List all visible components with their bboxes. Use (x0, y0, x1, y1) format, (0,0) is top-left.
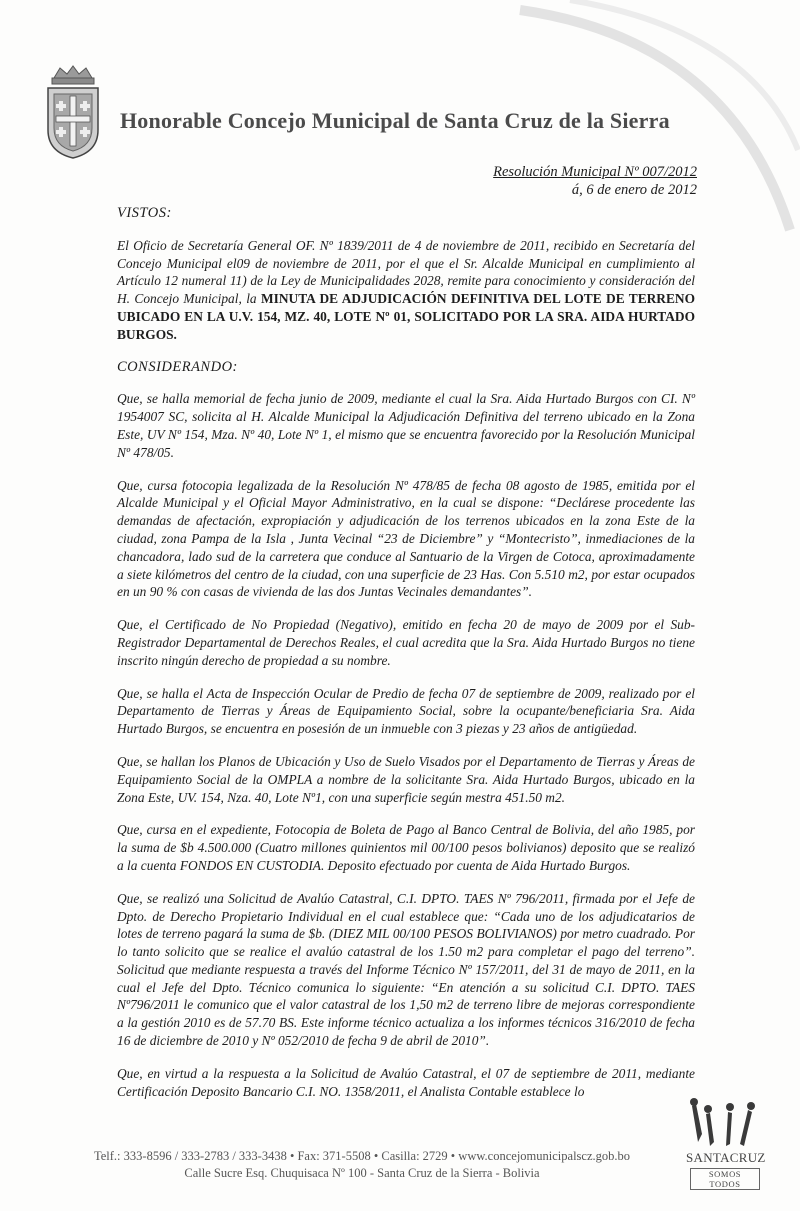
considerando-paragraph: Que, cursa en el expediente, Fotocopia de Boleta de Pago al Banco Central de Bolivia, del año 1985, por la suma de $b 4.500.000 (Cuatro millones quinientos mil 00/100 pesos bolivianos) deposito que se realizó a la cuenta FONDOS EN CUSTODIA. Deposito efectuado por cuenta de Aida Hurtado Burgos. (117, 822, 695, 873)
considerando-paragraph: Que, en virtud a la respuesta a la Solicitud de Avalúo Catastral, el 07 de septiembre de 2011, mediante Certificación Deposito Bancario C.I. NO. 1358/2011, el Analista Contable establece lo (117, 1065, 695, 1099)
institution-title: Honorable Concejo Municipal de Santa Cruz de la Sierra (120, 108, 670, 133)
vistos-text: El Oficio de Secretaría General OF. Nº 1839/2011 de 4 de noviembre de 2011, recibido en Secretaría del Concejo Municipal el09 de noviembre de 2011, por el que el Sr. Alcalde Municipal en cumplimiento al Artículo 12 numeral 11) de la Ley de Municipalidades 2028, remite para conocimiento y consideración del H. Concejo Municipal, la (117, 237, 695, 307)
resolution-header (493, 163, 697, 199)
vistos-heading: VISTOS: (117, 205, 172, 221)
considerando-heading: CONSIDERANDO: (117, 358, 238, 375)
brand-tagline: SOMOS TODOS (690, 1168, 760, 1190)
considerando-paragraph: Que, se halla el Acta de Inspección Ocular de Predio de fecha 07 de septiembre de 2009, realizado por el Departamento de Tierras y Áreas de Equipamiento Social, sobre la ocupante/beneficiaria Sra. Aida Hurtado Burgos, se encuentra en posesión de un inmueble con 3 piezas y 23 años de antigüedad. (117, 685, 695, 737)
document-body (117, 205, 695, 1115)
brand-name: SANTACRUZ (686, 1150, 766, 1165)
footer-address: Calle Sucre Esq. Chuquisaca Nº 100 - Santa Cruz de la Sierra - Bolivia (184, 1166, 540, 1180)
footer-contact: Telf.: 333-8596 / 333-2783 / 333-3438 • Fax: 371-5508 • Casilla: 2729 • www.concejomunicipalscz.gob.bo (93, 1149, 631, 1163)
considerando-paragraph: Que, se hallan los Planos de Ubicación y Uso de Suelo Visados por el Departamento de Tierras y Áreas de Equipamiento Social de la OMPLA a nombre de la solicitante Sra. Aida Hurtado Burgos, ubicado en la Zona Este, UV. 154, Nza. 40, Lote Nº1, con una superficie según mestra 451.50 m2. (117, 753, 695, 805)
considerando-paragraph: Que, se realizó una Solicitud de Avalúo Catastral, C.I. DPTO. TAES Nº 796/2011, firmada por el Jefe de Dpto. de Derecho Propietario Individual en el cual establece que: “Cada uno de los adjudicatarios de lotes de terreno pagará la suma de $b. (DIEZ MIL 00/100 PESOS BOLIVIANOS) por metro cuadrado. Por lo tanto solicito que se realice el avalúo catastral de los 1.50 m2 para completar el pago del terreno”. Solicitud que mediante respuesta a través del Informe Técnico Nº 157/2011, del 31 de mayo de 2011, en la cual el Jefe del Dpto. Técnico comunica lo siguiente: “En atención a su solicitud C.I. DPTO. TAES Nº796/2011 le comunico que el valor catastral de los 1,50 m2 de terreno libre de mejoras correspondiente a la gestión 2010 es de 57.70 BS. Este informe técnico actualiza a los informes técnicos 316/2010 de fecha 16 de diciembre de 2010 y Nº 052/2010 de fecha 9 de abril de 2010”. (117, 890, 695, 1049)
vistos-paragraph (117, 237, 695, 344)
resolution-number: Resolución Municipal Nº 007/2012 (493, 164, 697, 180)
considerando-paragraph: Que, cursa fotocopia legalizada de la Resolución Nº 478/85 de fecha 08 agosto de 1985, emitida por el Alcalde Municipal y el Oficial Mayor Administrativo, en la cual se dispone: “Declárese procedente las demandas de afectación, expropiación y adjudicación de los terrenos ubicados en la zona Este de la ciudad, zona Pampa de la Isla , Junta Vecinal “23 de Diciembre” y “Montecristo”, inmediaciones de la chancadora, lado sud de la carretera que conduce al Santuario de la Virgen de Cotoca, aproximadamente a siete kilómetros del centro de la ciudad, con una superficie de 23 Has. Con 5.510 m2, por estar ocupados en un 90 % con casas de vivienda de las dos Juntas Vecinales demandantes”. (117, 477, 695, 600)
resolution-date: á, 6 de enero de 2012 (571, 182, 697, 198)
municipal-coat-of-arms-icon (40, 64, 106, 160)
considerando-paragraph: Que, el Certificado de No Propiedad (Negativo), emitido en fecha 20 de mayo de 2009 por el Sub-Registrador Departamental de Derechos Reales, el cual acredita que la Sra. Aida Hurtado Burgos no tiene inscrito ningún derecho de propiedad a su nombre. (117, 617, 695, 668)
vistos-bold-subject: MINUTA DE ADJUDICACIÓN DEFINITIVA DEL LOTE DE TERRENO UBICADO EN LA U.V. 154, MZ. 40, LOTE Nº 01, SOLICITADO POR LA SRA. AIDA HURTADO BURGOS. (117, 291, 695, 342)
considerando-paragraph: Que, se halla memorial de fecha junio de 2009, mediante el cual la Sra. Aida Hurtado Burgos con CI. Nº 1954007 SC, solicita al H. Alcalde Municipal la Adjudicación Definitiva del terreno ubicado en la Zona Este, UV Nº 154, Mza. Nº 40, Lote Nº 1, el mismo que se encuentra favorecido por la Resolución Municipal Nº 478/05. (117, 391, 695, 460)
footer (52, 1148, 672, 1182)
